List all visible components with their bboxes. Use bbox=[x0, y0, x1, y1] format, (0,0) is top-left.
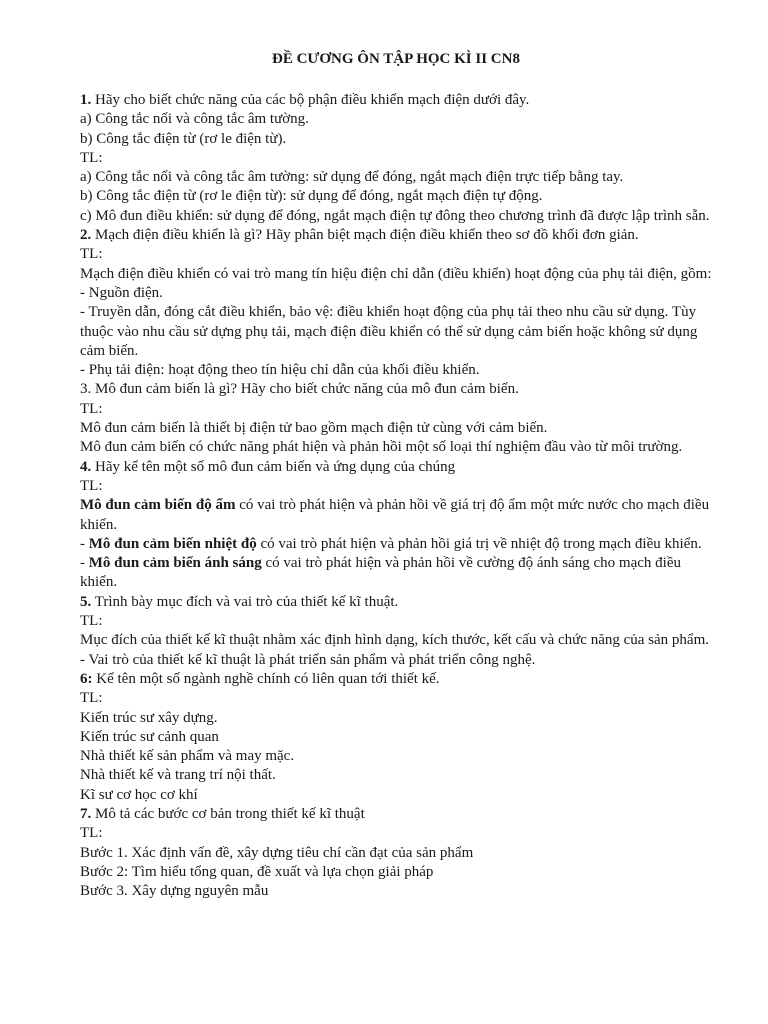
text-line bbox=[80, 265, 712, 284]
document-title: ĐỀ CƯƠNG ÔN TẬP HỌC KÌ II CN8 bbox=[272, 51, 520, 67]
text-line bbox=[80, 458, 712, 477]
line-text: Trình bày mục đích và vai trò của thiết kế kĩ thuật. bbox=[91, 593, 399, 610]
text-line bbox=[80, 863, 712, 882]
line-text: b) Công tắc điện từ (rơ le điện từ). bbox=[80, 130, 287, 147]
line-text: Mô đun cảm biến là thiết bị điện tử bao gồm mạch điện tử cùng với cảm biến. bbox=[80, 420, 548, 437]
question-number: 1. bbox=[80, 92, 92, 108]
text-line bbox=[80, 844, 712, 863]
text-line bbox=[80, 631, 712, 650]
line-text: Hãy kể tên một số mô đun cảm biến và ứng dụng của chúng bbox=[91, 458, 456, 475]
text-line bbox=[80, 168, 712, 187]
text-line bbox=[80, 786, 712, 805]
text-line bbox=[80, 728, 712, 747]
text-line bbox=[80, 438, 712, 457]
line-text: Bước 1. Xác định vấn đề, xây dựng tiêu chí cần đạt của sản phẩm bbox=[80, 844, 474, 861]
text-line bbox=[80, 361, 712, 380]
text-line bbox=[80, 709, 712, 728]
text-line bbox=[80, 554, 712, 593]
text-line bbox=[80, 612, 712, 631]
text-line bbox=[80, 284, 712, 303]
text-line bbox=[80, 747, 712, 766]
text-line bbox=[80, 400, 712, 419]
text-line bbox=[80, 245, 712, 264]
text-line bbox=[80, 303, 712, 361]
line-text: a) Công tắc nối và công tắc âm tường. bbox=[80, 111, 309, 128]
module-name: Mô đun cảm biến độ ẩm bbox=[80, 497, 236, 514]
text-line bbox=[80, 477, 712, 496]
text-line bbox=[80, 882, 712, 901]
line-text: Nhà thiết kế sản phẩm và may mặc. bbox=[80, 748, 295, 765]
line-text: Kiến trúc sư xây dựng. bbox=[80, 709, 218, 726]
line-text: Nhà thiết kế và trang trí nội thất. bbox=[80, 767, 276, 784]
line-text: a) Công tắc nối và công tắc âm tường: sử dụng để đóng, ngắt mạch điện trực tiếp bằng tay. bbox=[80, 169, 624, 186]
line-text: - Truyền dẫn, đóng cắt điều khiển, bảo vệ: điều khiển hoạt động của phụ tải theo nhu cầu sử dụng. Tùy thuộc vào nhu cầu sử dựng phụ tải, mạch điện điều khiển có thể sử dụng cảm biến hoặc không sử dụng cảm biến. bbox=[80, 304, 698, 359]
text-line bbox=[80, 187, 712, 206]
list-dash: - bbox=[80, 535, 89, 552]
line-text: TL: bbox=[80, 477, 103, 494]
question-number: 2. bbox=[80, 227, 92, 244]
line-text: - Phụ tải điện: hoạt động theo tín hiệu chỉ dẫn của khối điều khiển. bbox=[80, 362, 480, 379]
line-text: Hãy cho biết chức năng của các bộ phận điều khiển mạch điện dưới đây. bbox=[91, 92, 530, 108]
line-text: - Vai trò của thiết kế kĩ thuật là phát triển sản phẩm và phát triển công nghệ. bbox=[80, 651, 536, 668]
text-line bbox=[80, 766, 712, 785]
line-text: có vai trò phát hiện và phản hồi về cường độ ánh sáng cho mạch điều khiển. bbox=[80, 555, 681, 591]
text-line bbox=[80, 130, 712, 149]
line-text: có vai trò phát hiện và phản hồi giá trị về nhiệt độ trong mạch điều khiển. bbox=[256, 535, 702, 552]
text-line bbox=[80, 419, 712, 438]
line-text: Mạch điện điều khiển là gì? Hãy phân biệt mạch điện điều khiển theo sơ đồ khối đơn giản. bbox=[91, 227, 639, 244]
line-text: Mạch điện điều khiển có vai trò mang tín hiệu điện chỉ dẫn (điều khiển) hoạt động của phụ tải điện, gồm: bbox=[80, 265, 712, 282]
line-text: 3. Mô đun cảm biến là gì? Hãy cho biết chức năng của mô đun cảm biến. bbox=[80, 381, 519, 398]
text-line bbox=[80, 110, 712, 129]
text-line bbox=[80, 380, 712, 399]
line-text: Kể tên một số ngành nghề chính có liên quan tới thiết kế. bbox=[92, 670, 440, 687]
question-number: 7. bbox=[80, 805, 92, 822]
line-text: TL: bbox=[80, 825, 103, 842]
line-text: Mô tả các bước cơ bản trong thiết kế kĩ thuật bbox=[91, 805, 365, 822]
line-text: TL: bbox=[80, 613, 103, 630]
question-number: 4. bbox=[80, 458, 92, 475]
text-line bbox=[80, 824, 712, 843]
module-name: Mô đun cảm biến ánh sáng bbox=[88, 555, 262, 572]
text-line bbox=[80, 496, 712, 535]
question-number: 5. bbox=[80, 593, 92, 610]
line-text: Mục đích của thiết kế kĩ thuật nhằm xác định hình dạng, kích thước, kết cấu và chức năng của sản phẩm. bbox=[80, 632, 709, 649]
line-text: Bước 2: Tìm hiểu tổng quan, đề xuất và lựa chọn giải pháp bbox=[80, 863, 434, 880]
text-line bbox=[80, 91, 712, 110]
line-text: Kiến trúc sư cảnh quan bbox=[80, 728, 219, 745]
text-line bbox=[80, 535, 712, 554]
text-line bbox=[80, 805, 712, 824]
line-text: - Nguồn điện. bbox=[80, 284, 163, 301]
text-line bbox=[80, 226, 712, 245]
line-text: Bước 3. Xây dựng nguyên mẫu bbox=[80, 883, 269, 900]
line-text: TL: bbox=[80, 246, 103, 263]
text-line bbox=[80, 149, 712, 168]
line-text: b) Công tắc điện từ (rơ le điện từ): sử dụng để đóng, ngắt mạch điện tự động. bbox=[80, 188, 543, 205]
text-line bbox=[80, 593, 712, 612]
text-line bbox=[80, 651, 712, 670]
text-line bbox=[80, 207, 712, 226]
module-name: Mô đun cảm biến nhiệt độ bbox=[88, 535, 257, 552]
line-text: TL: bbox=[80, 149, 103, 166]
line-text: Mô đun cảm biến có chức năng phát hiện và phản hồi một số loại thí nghiệm đầu vào từ môi trường. bbox=[80, 439, 683, 456]
text-line bbox=[80, 689, 712, 708]
question-number: 6: bbox=[80, 670, 93, 687]
list-dash: - bbox=[80, 555, 89, 572]
line-text: TL: bbox=[80, 690, 103, 707]
text-line bbox=[80, 670, 712, 689]
line-text: TL: bbox=[80, 400, 103, 417]
line-text: Kĩ sư cơ học cơ khí bbox=[80, 786, 198, 803]
line-text: c) Mô đun điều khiển: sử dụng để đóng, ngắt mạch điện tự đông theo chương trình đã được lập trình sẵn. bbox=[80, 207, 710, 224]
document-body bbox=[80, 91, 712, 901]
line-text: có vai trò phát hiện và phản hồi về giá trị độ ẩm một mức nước cho mạch điều khiển. bbox=[80, 497, 710, 533]
